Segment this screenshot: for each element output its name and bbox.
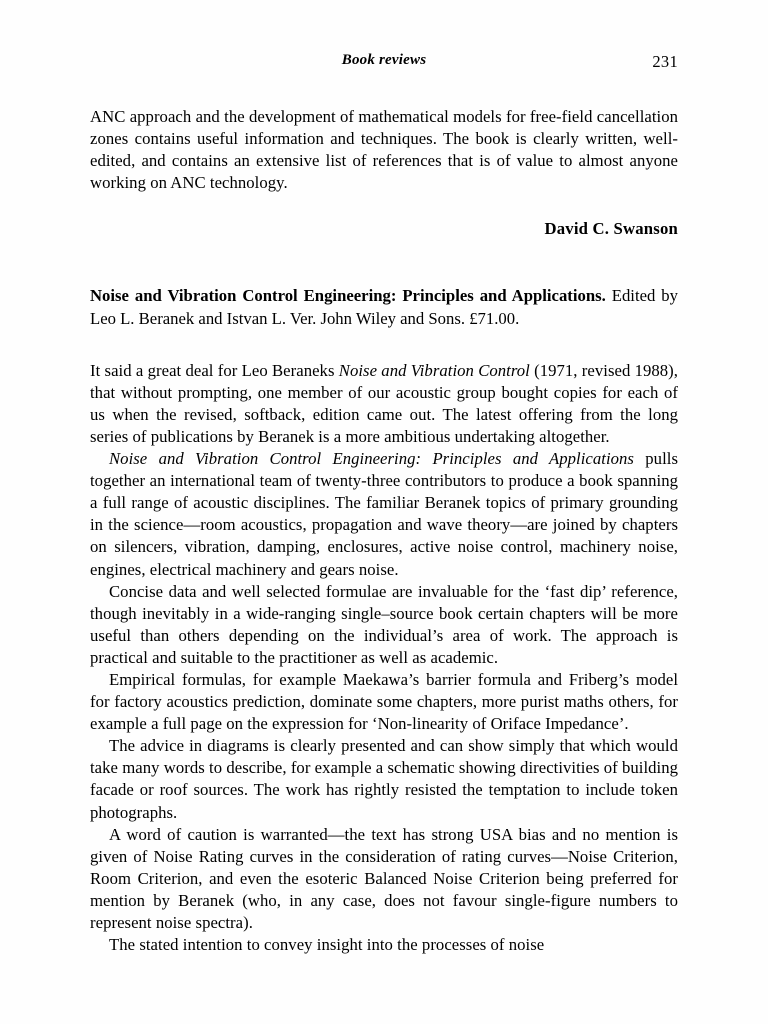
text-run: A word of caution is warranted—the text has strong USA bias and no mention is given of Noise Rating curves in the consideration of rating curves—Noise Criterion, Room Criterion, and even the esoteric Balanced Noise Criterion being preferred for mention by Beranek (who, in any case, does not favour single-figure numbers to represent noise spectra). — [90, 824, 678, 932]
review-paragraph-p6 — [90, 824, 678, 934]
text-run: The stated intention to convey insight into the processes of noise — [109, 935, 545, 955]
page-content — [90, 52, 678, 956]
running-head-title: Book reviews — [341, 52, 427, 68]
previous-review-closing-paragraph: ANC approach and the development of mathematical models for free-field cancellation zones contains useful information and techniques. The book is clearly written, well-edited, and contains an extensive list of references that is of value to almost anyone working on ANC technology. — [90, 107, 678, 193]
text-run: Concise data and well selected formulae are invaluable for the ‘fast dip’ reference, though inevitably in a wide-ranging single–source book certain chapters will be more useful than others depending on the individual’s area of work. The approach is practical and suitable to the practitioner as well as academic. — [90, 581, 678, 667]
text-run: It said a great deal for Leo Beraneks — [90, 360, 339, 380]
book-title: Noise and Vibration Control Engineering: Principles and Applications. — [90, 286, 606, 306]
review-body — [90, 360, 678, 957]
book-publication-line: Edited by Leo L. Beranek and Istvan L. Ver. John Wiley and Sons. £71.00. — [90, 286, 678, 328]
review-paragraph-p3 — [90, 581, 678, 669]
book-entry-heading — [90, 285, 678, 329]
review-paragraph-p5 — [90, 735, 678, 823]
text-run: The advice in diagrams is clearly presented and can show simply that which would take many words to describe, for example a schematic showing directivities of building facade or roof sources. The work has rightly resisted the temptation to include token photographs. — [90, 736, 678, 822]
review-paragraph-p7 — [90, 934, 678, 956]
running-head — [90, 52, 678, 76]
review-paragraph-p2 — [90, 448, 678, 581]
text-run: Empirical formulas, for example Maekawa’s barrier formula and Friberg’s model for factory acoustics prediction, dominate some chapters, more purist maths others, for example a full page on the expression for ‘Non-linearity of Oriface Impedance’. — [90, 669, 678, 734]
text-run: (1971, revised 1988), that without prompting, one member of our acoustic group bought copies for each of us when the revised, softback, edition came out. The latest offering from the long series of publications by Beranek is a more ambitious undertaking altogether. — [90, 360, 679, 446]
page-number: 231 — [652, 52, 678, 71]
review-paragraph-p4 — [90, 669, 678, 735]
review-paragraph-p1 — [90, 360, 678, 448]
italic-run: Noise and Vibration Control Engineering: Principles and Applications — [109, 449, 634, 469]
reviewer-signature: David C. Swanson — [544, 219, 678, 239]
italic-run: Noise and Vibration Control — [338, 360, 530, 380]
text-run: pulls together an international team of twenty-three contributors to produce a book spanning a full range of acoustic disciplines. The familiar Beranek topics of primary grounding in the science—room acoustics, propagation and wave theory—are joined by chapters on silencers, vibration, damping, enclosures, active noise control, machinery noise, engines, electrical machinery and gears noise. — [90, 449, 678, 579]
